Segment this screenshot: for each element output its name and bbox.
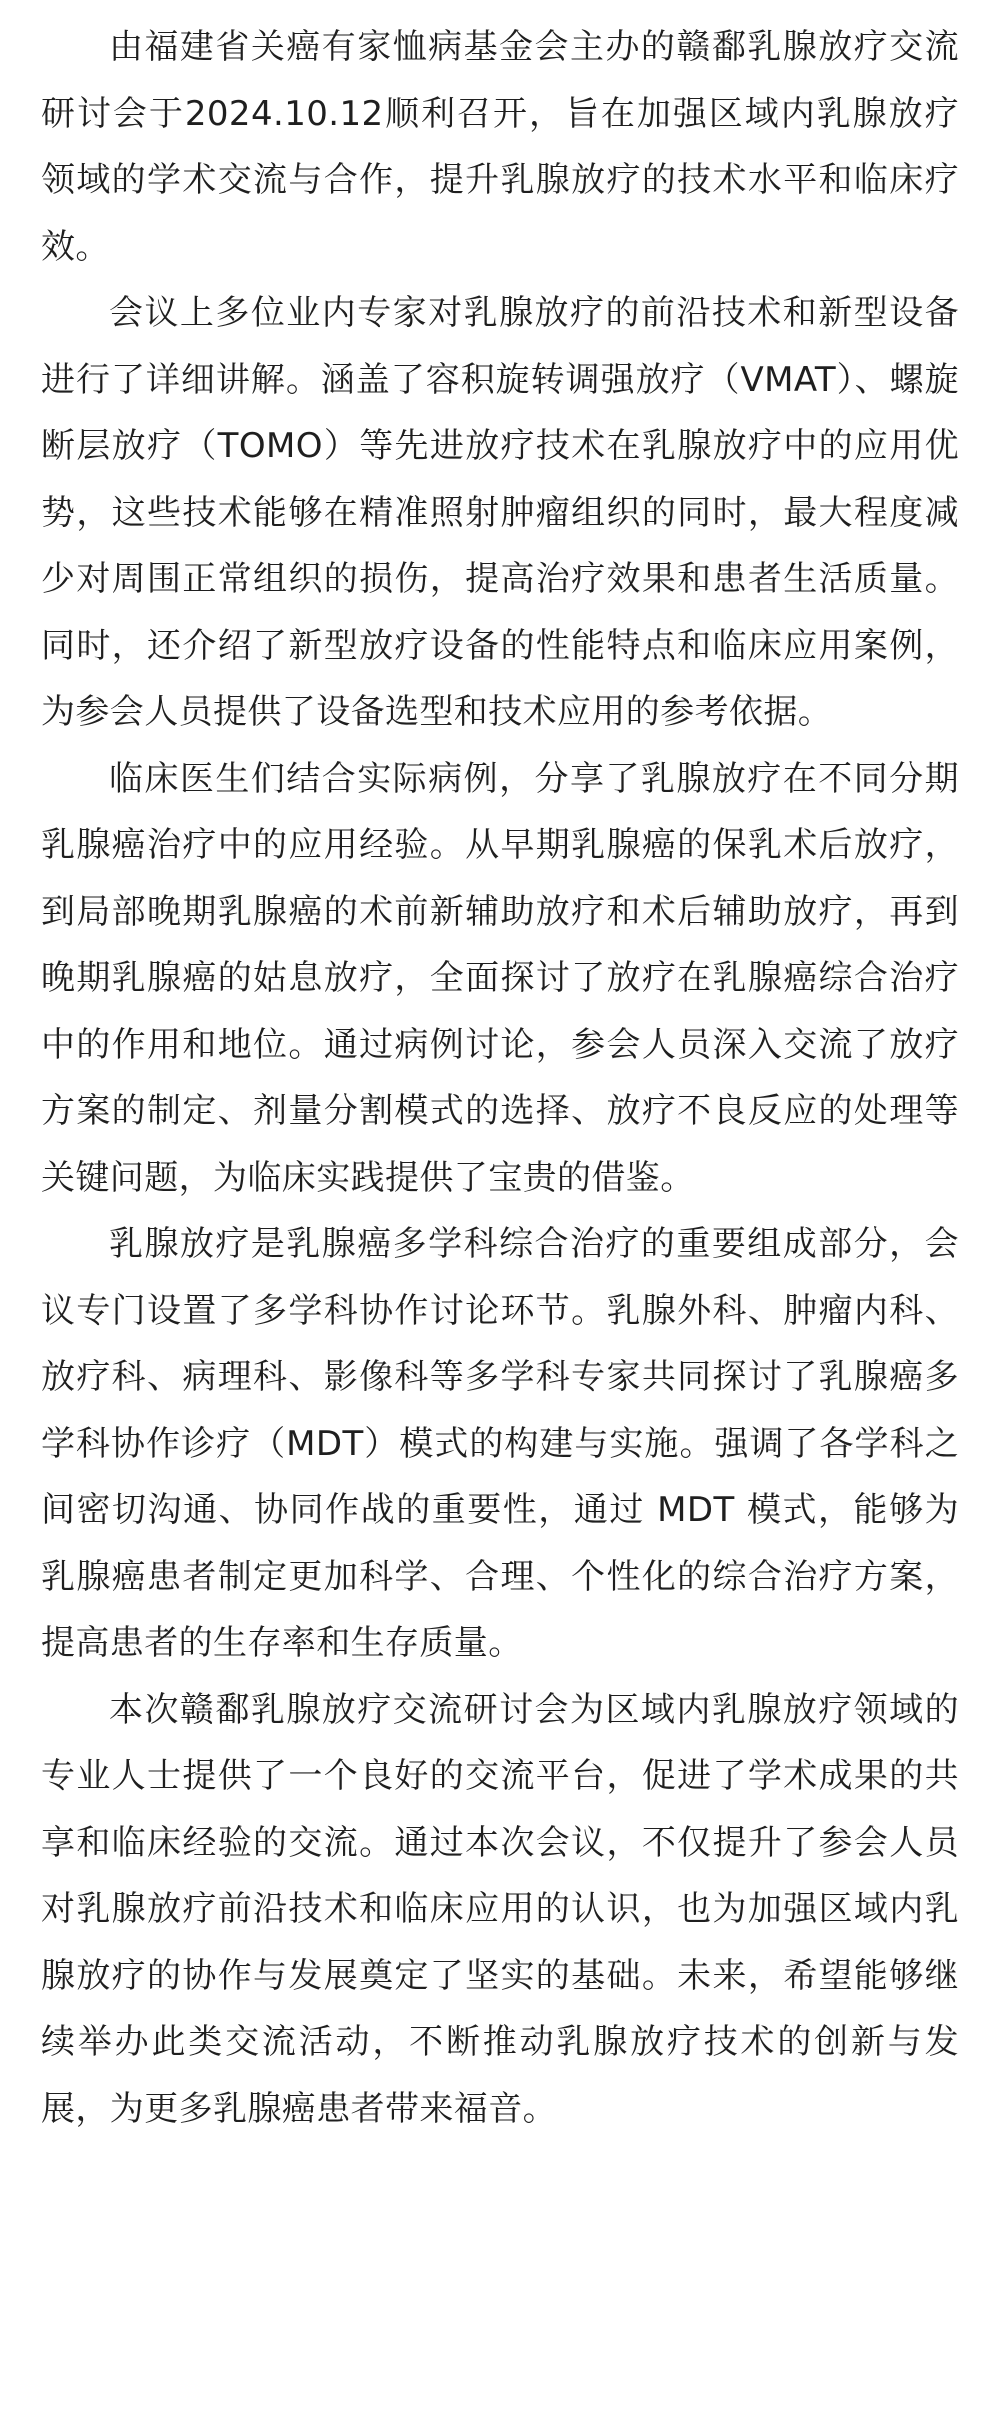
- paragraph-mdt: 乳腺放疗是乳腺癌多学科综合治疗的重要组成部分，会议专门设置了多学科协作讨论环节。乳腺外科、肿瘤内科、放疗科、病理科、影像科等多学科专家共同探讨了乳腺癌多学科协作诊疗（MDT）模式的构建与实施。强调了各学科之间密切沟通、协同作战的重要性，通过 MDT 模式，能够为乳腺癌患者制定更加科学、合理、个性化的综合治疗方案，提高患者的生存率和生存质量。: [41, 1224, 959, 1663]
- paragraph-intro: 由福建省关癌有家恤病基金会主办的赣鄱乳腺放疗交流研讨会于2024.10.12顺利召开，旨在加强区域内乳腺放疗领域的学术交流与合作，提升乳腺放疗的技术水平和临床疗效。: [41, 27, 959, 267]
- paragraph-clinical-cases: 临床医生们结合实际病例，分享了乳腺放疗在不同分期乳腺癌治疗中的应用经验。从早期乳腺癌的保乳术后放疗，到局部晚期乳腺癌的术前新辅助放疗和术后辅助放疗，再到晚期乳腺癌的姑息放疗，全面探讨了放疗在乳腺癌综合治疗中的作用和地位。通过病例讨论，参会人员深入交流了放疗方案的制定、剂量分割模式的选择、放疗不良反应的处理等关键问题，为临床实践提供了宝贵的借鉴。: [41, 758, 959, 1198]
- article-body: [41, 14, 959, 2142]
- paragraph-conclusion: 本次赣鄱乳腺放疗交流研讨会为区域内乳腺放疗领域的专业人士提供了一个良好的交流平台，促进了学术成果的共享和临床经验的交流。通过本次会议，不仅提升了参会人员对乳腺放疗前沿技术和临床应用的认识，也为加强区域内乳腺放疗的协作与发展奠定了坚实的基础。未来，希望能够继续举办此类交流活动，不断推动乳腺放疗技术的创新与发展，为更多乳腺癌患者带来福音。: [41, 1689, 959, 2129]
- paragraph-techniques: 会议上多位业内专家对乳腺放疗的前沿技术和新型设备进行了详细讲解。涵盖了容积旋转调强放疗（VMAT）、螺旋断层放疗（TOMO）等先进放疗技术在乳腺放疗中的应用优势，这些技术能够在精准照射肿瘤组织的同时，最大程度减少对周围正常组织的损伤，提高治疗效果和患者生活质量。同时，还介绍了新型放疗设备的性能特点和临床应用案例，为参会人员提供了设备选型和技术应用的参考依据。: [41, 293, 959, 732]
